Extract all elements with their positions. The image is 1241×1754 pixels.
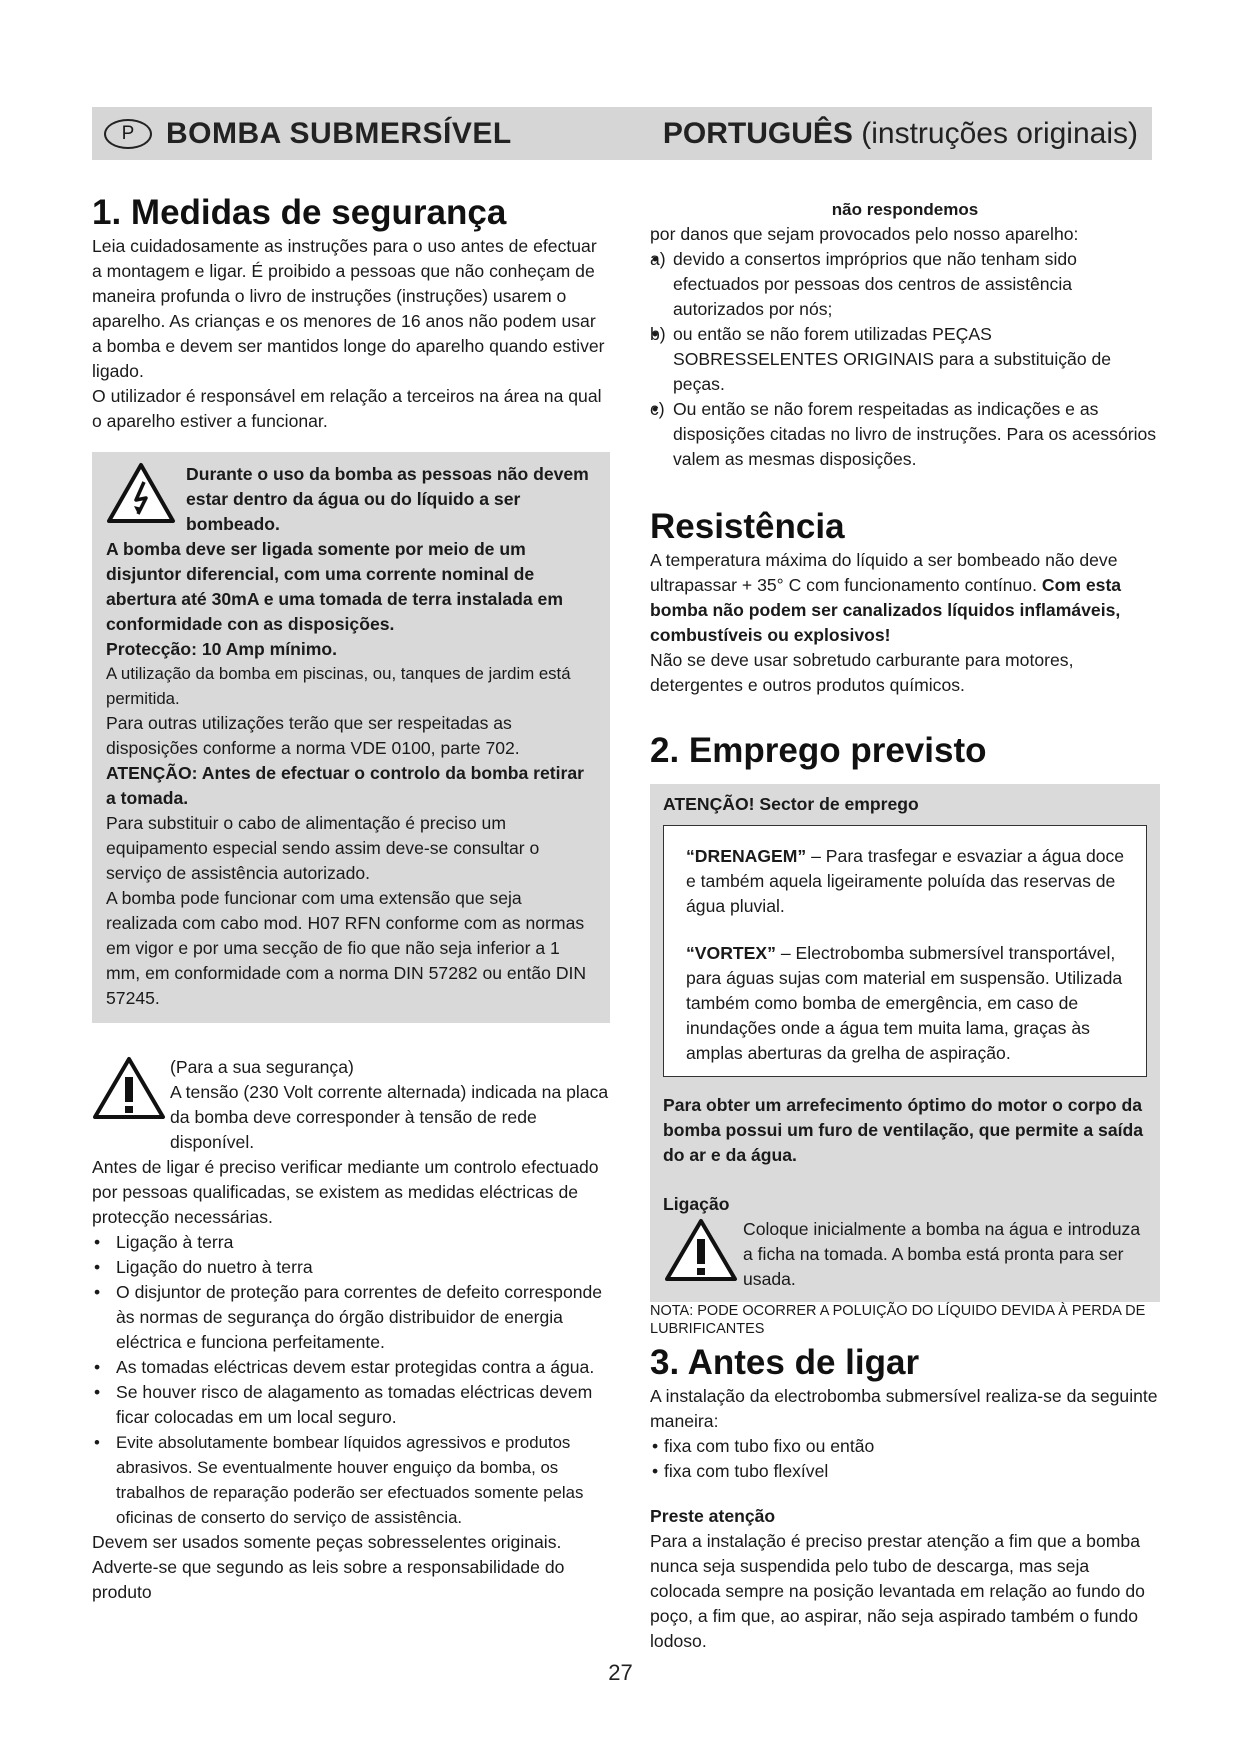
usage-panel — [650, 784, 1160, 1302]
list-item: • fixa com tubo fixo ou então — [650, 1434, 1160, 1459]
list-item: • fixa com tubo flexível — [650, 1459, 1160, 1484]
attention-text: Para a instalação é preciso prestar atenção a fim que a bomba nunca seja suspendida pelo tubo de descarga, mas seja colocada sempre na posição levantada em relação ao fundo do poço, a fim que, ao aspirar, não seja aspirado também o fundo lodoso. — [650, 1531, 1145, 1651]
drenagem-text: “DRENAGEM” – Para trasfegar e esvaziar a água doce e também aquela ligeiramente poluída das reservas de água pluvial. — [686, 846, 1125, 916]
list-item: • c) Ou então se não forem respeitadas as indicações e as disposições citadas no livro de instruções. Para os acessórios valem as mesmas disposições. — [650, 397, 1160, 472]
safety-heading: (Para a sua segurança) — [170, 1057, 354, 1077]
list-item: • As tomadas eléctricas devem estar protegidas contra a água. — [92, 1355, 610, 1380]
attention-title: Preste atenção — [650, 1506, 776, 1526]
responsibility-paragraph: O utilizador é responsável em relação a terceiros na área na qual o aparelho estiver a funcionar. — [92, 386, 602, 431]
no-responsibility-title: não respondemos — [831, 200, 979, 219]
header-language — [663, 117, 1138, 151]
header-left — [104, 117, 512, 151]
lubricant-note: NOTA: PODE OCORRER A POLUIÇÃO DO LÍQUIDO DEVIDA À PERDA DE LUBRIFICANTES — [650, 1303, 1146, 1337]
usage-types-box — [663, 825, 1147, 1077]
right-column — [650, 197, 1160, 1654]
warning-head-text: Durante o uso da bomba as pessoas não devem estar dentro da água ou do líquido a ser bombeado. — [186, 464, 589, 534]
exclamation-warning-icon — [663, 1217, 739, 1292]
resistance-text-2: Não se deve usar sobretudo carburante para motores, detergentes e outros produtos químicos. — [650, 650, 1074, 695]
vde-norm-text: Para outras utilizações terão que ser respeitadas as disposições conforme a norma VDE 0100, parte 702. — [106, 713, 520, 758]
safety-warning-box — [92, 452, 610, 1023]
safety-bullet-list — [92, 1230, 610, 1530]
unplug-warning: ATENÇÃO: Antes de efectuar o controlo da bomba retirar a tomada. — [106, 763, 585, 808]
extension-cable-text: A bomba pode funcionar com uma extensão que seja realizada com cabo mod. H07 RFN conforme com as normas em vigor e por uma secção de fio que não seja inferior a 1 mm, em conformidade com a norma DIN 57282 ou então DIN 57245. — [106, 888, 587, 1008]
exclamation-warning-icon — [92, 1055, 166, 1155]
list-item: • Ligação do nuetro à terra — [92, 1255, 610, 1280]
connection-block — [663, 1217, 1147, 1292]
list-item: • b) ou então se não forem utilizadas PEÇAS SOBRESSELENTES ORIGINAIS para a substituição de peças. — [650, 322, 1160, 397]
voltage-safety-block — [92, 1055, 610, 1155]
usage-panel-title: ATENÇÃO! Sector de emprego — [663, 794, 919, 814]
language-badge: P — [104, 119, 152, 149]
section-2-title: 2. Emprego previsto — [650, 731, 987, 770]
connection-title: Ligação — [663, 1194, 730, 1214]
left-column — [92, 192, 610, 1605]
install-list — [650, 1434, 1160, 1484]
header-title: BOMBA SUBMERSÍVEL — [166, 116, 512, 150]
list-item: • Se houver risco de alagamento as tomadas eléctricas devem ficar colocadas em um local seguro. — [92, 1380, 610, 1430]
section-3-title: 3. Antes de ligar — [650, 1343, 920, 1382]
liability-list — [650, 247, 1160, 472]
list-item: • a) devido a consertos impróprios que não tenham sido efectuados por pessoas dos centros de assistência autorizados por nós; — [650, 247, 1160, 322]
page-header — [92, 107, 1152, 160]
pool-usage-text: A utilização da bomba em piscinas, ou, tanques de jardim está permitida. — [106, 664, 571, 708]
language-label: PORTUGUÊS — [662, 116, 853, 150]
install-text: A instalação da electrobomba submersível realiza-se da seguinte maneira: — [650, 1386, 1158, 1431]
resistance-text: A temperatura máxima do líquido a ser bombeado não deve ultrapassar + 35° C com funcionamento contínuo. Com esta bomba não podem ser canalizados líquidos inflamáveis, combustíveis ou explosivos! — [650, 550, 1122, 645]
breaker-requirement: A bomba deve ser ligada somente por meio de um disjuntor diferencial, com uma corrente nominal de abertura até 30mA e uma tomada de terra instalada em conformidade con as disposições. — [106, 539, 563, 634]
warning-head — [106, 462, 596, 537]
connection-text: Coloque inicialmente a bomba na água e introduza a ficha na tomada. A bomba está pronta para ser usada. — [743, 1219, 1141, 1289]
resistance-title: Resistência — [650, 507, 845, 546]
page-number: 27 — [608, 1660, 633, 1685]
protection-rating: Protecção: 10 Amp mínimo. — [106, 639, 338, 659]
language-note: (instruções originais) — [852, 116, 1138, 150]
list-item: • O disjuntor de proteção para correntes de defeito corresponde às normas de segurança do órgão distribuidor de energia eléctrica e funciona perfeitamente. — [92, 1280, 610, 1355]
no-responsibility-intro: por danos que sejam provocados pelo nosso aparelho: — [650, 224, 1079, 244]
vortex-text: “VORTEX” – Electrobomba submersível transportável, para águas sujas com material em suspensão. Utilizada também como bomba de emergência, em caso de inundações onde a água tem muita lama, graças às amplas aberturas da grelha de aspiração. — [686, 943, 1123, 1063]
cable-replacement-text: Para substituir o cabo de alimentação é preciso um equipamento especial sendo assim deve-se consultar o serviço de assistência autorizado. — [106, 813, 540, 883]
intro-paragraph: Leia cuidadosamente as instruções para o uso antes de efectuar a montagem e ligar. É proibido a pessoas que não conheçam de maneira profunda o livro de instruções (instruções) usarem o aparelho. As crianças e os menores de 16 anos não podem usar a bomba e devem ser mantidos longe do aparelho quando estiver ligado. — [92, 236, 605, 381]
resistance-bold: Com esta bomba não podem ser canalizados líquidos inflamáveis, combustíveis ou explosivos! — [650, 575, 1122, 645]
voltage-text: A tensão (230 Volt corrente alternada) indicada na placa da bomba deve corresponder à tensão de rede disponível. — [170, 1082, 609, 1152]
closing-paragraph: Devem ser usados somente peças sobresselentes originais. Adverte-se que segundo as leis sobre a responsabilidade do produto — [92, 1532, 565, 1602]
list-item: • Ligação à terra — [92, 1230, 610, 1255]
electric-hazard-icon — [106, 462, 176, 537]
list-item: • Evite absolutamente bombear líquidos agressivos e produtos abrasivos. Se eventualmente houver enguiço da bomba, os trabalhos de reparação poderão ser efectuados somente pelas oficinas de conserto do serviço de assistência. — [92, 1430, 610, 1530]
section-1-title: 1. Medidas de segurança — [92, 193, 507, 232]
check-paragraph: Antes de ligar é preciso verificar mediante um controlo efectuado por pessoas qualificadas, se existem as medidas eléctricas de protecção necessárias. — [92, 1157, 599, 1227]
cooling-text: Para obter um arrefecimento óptimo do motor o corpo da bomba possui um furo de ventilação, que permite a saída do ar e da água. — [663, 1095, 1144, 1165]
